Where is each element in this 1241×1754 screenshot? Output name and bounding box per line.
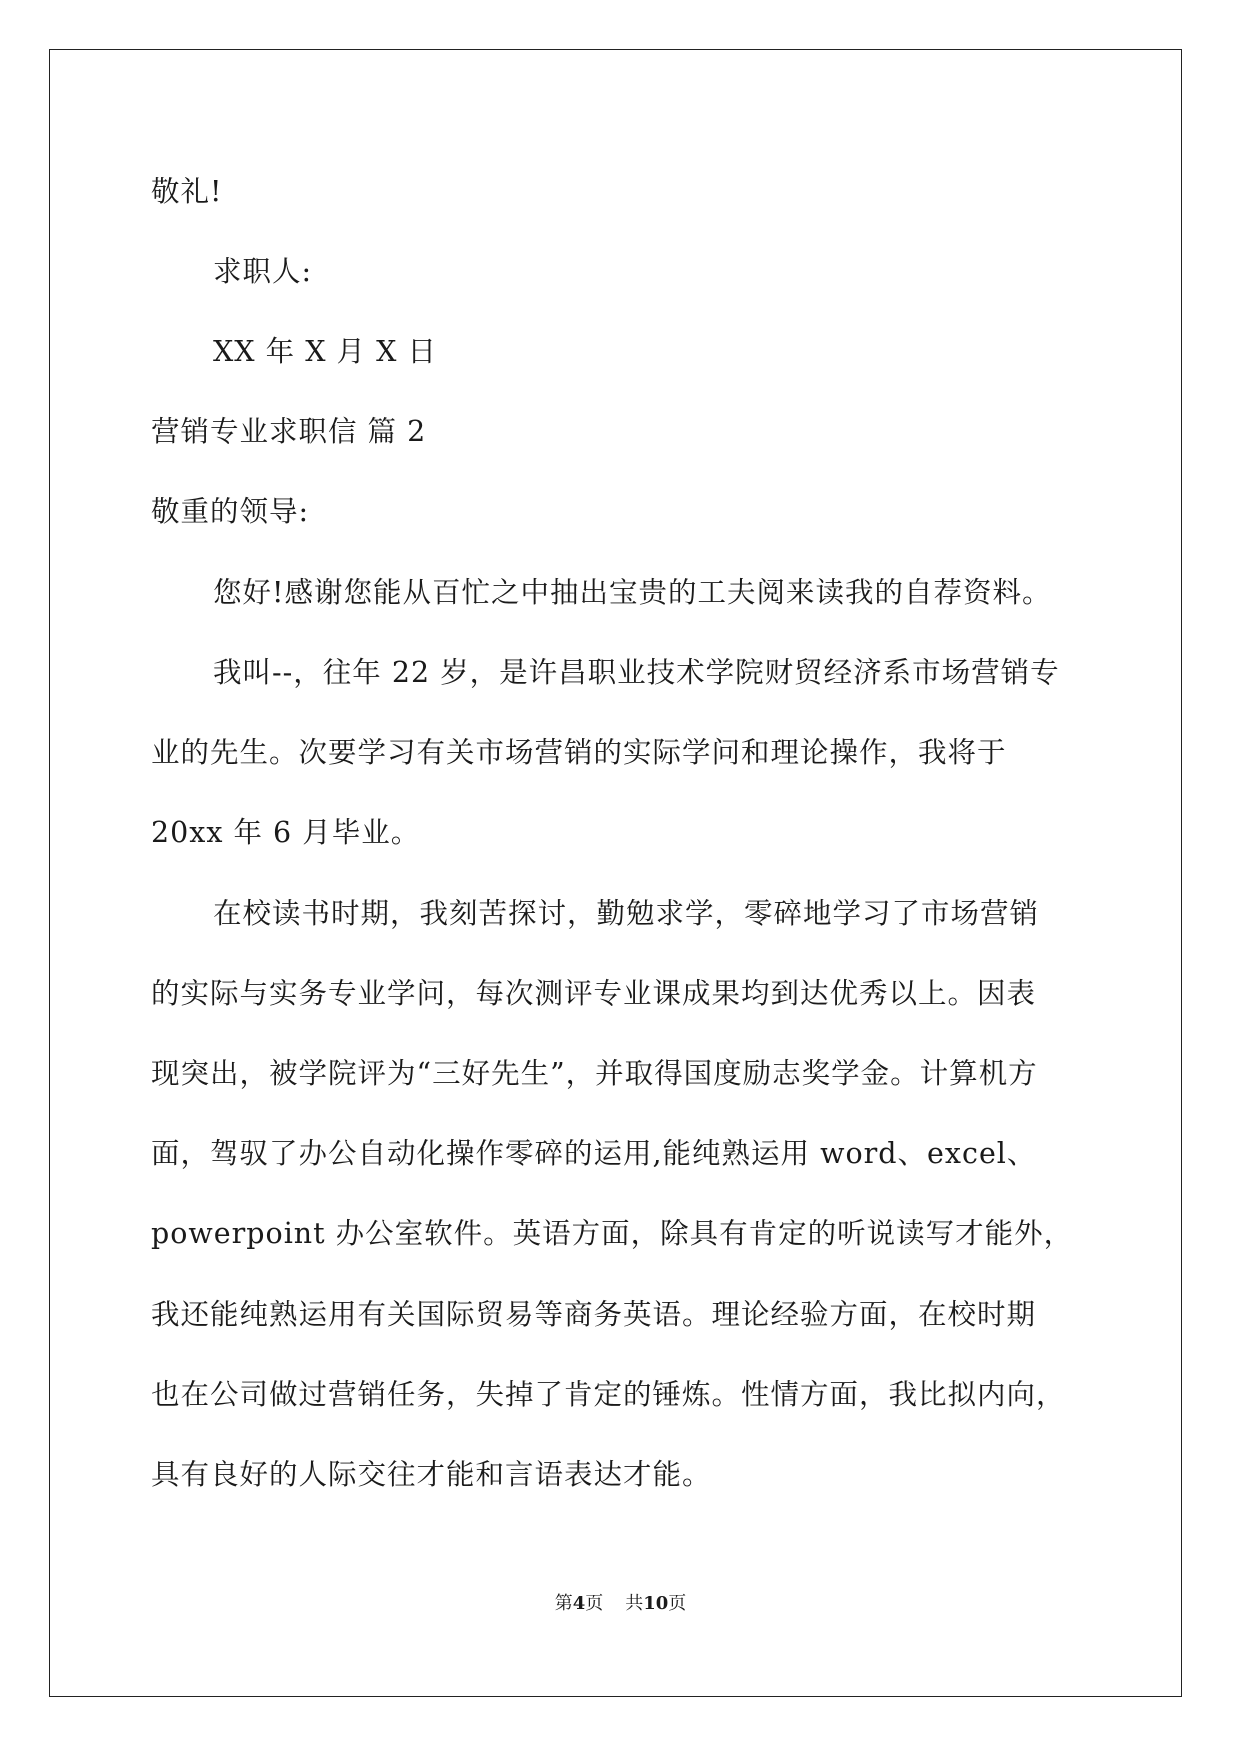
greeting: 敬重的领导: (151, 495, 310, 528)
paragraph-line: 具有良好的人际交往才能和言语表达才能。 (151, 1458, 712, 1491)
paragraph-line: 的实际与实务专业学问，每次测评专业课成果均到达优秀以上。因表 (151, 977, 1037, 1010)
paragraph-line: 我还能纯熟运用有关国际贸易等商务英语。理论经验方面，在校时期 (151, 1298, 1037, 1331)
page-border (49, 49, 1182, 1697)
page-current: 4 (572, 1593, 586, 1614)
paragraph-line: 我叫--，往年 22 岁，是许昌职业技术学院财贸经济系市场营销专 (213, 656, 1060, 689)
closing-salutation: 敬礼! (151, 175, 223, 208)
page-prefix: 第 (554, 1593, 573, 1614)
total-prefix: 共 (625, 1593, 644, 1614)
paragraph-line: 20xx 年 6 月毕业。 (151, 816, 421, 849)
date-line: XX 年 X 月 X 日 (213, 335, 437, 368)
applicant-label: 求职人: (213, 255, 313, 288)
total-suffix: 页 (668, 1593, 687, 1614)
paragraph-line: 业的先生。次要学习有关市场营销的实际学问和理论操作，我将于 (151, 736, 1007, 769)
paragraph-line: 现突出，被学院评为“三好先生”，并取得国度励志奖学金。计算机方 (151, 1057, 1038, 1090)
paragraph-line: powerpoint 办公室软件。英语方面，除具有肯定的听说读写才能外， (151, 1217, 1074, 1250)
page-suffix: 页 (585, 1593, 604, 1614)
section-heading: 营销专业求职信 篇 2 (151, 415, 427, 448)
paragraph-line: 也在公司做过营销任务，失掉了肯定的锤炼。性情方面，我比拟内向， (151, 1378, 1066, 1411)
paragraph-line: 您好!感谢您能从百忙之中抽出宝贵的工夫阅来读我的自荐资料。 (213, 576, 1052, 609)
paragraph-line: 面，驾驭了办公自动化操作零碎的运用,能纯熟运用 word、excel、 (151, 1137, 1037, 1170)
page-footer (0, 1592, 1241, 1616)
paragraph-line: 在校读书时期，我刻苦探讨，勤勉求学，零碎地学习了市场营销 (213, 897, 1040, 930)
page-total: 10 (643, 1593, 669, 1614)
